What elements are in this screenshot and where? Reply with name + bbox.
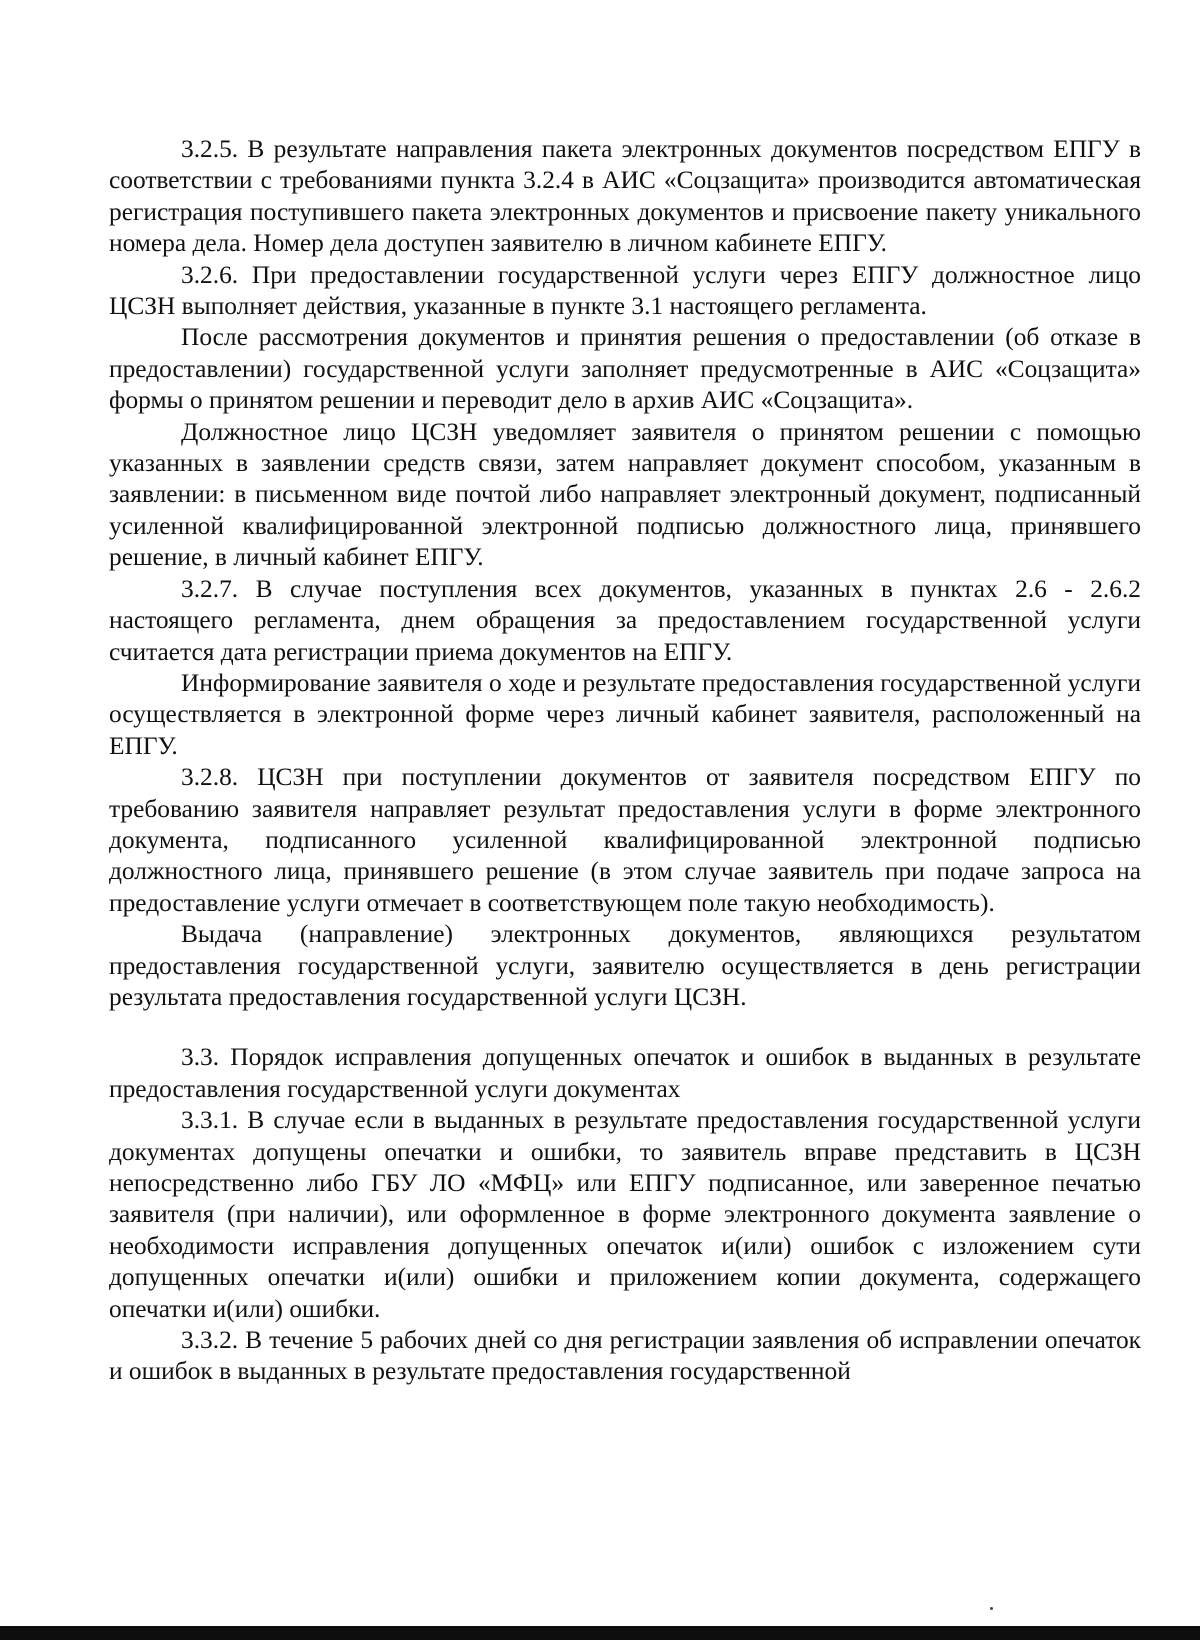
- paragraph-3-3-2: 3.3.2. В течение 5 рабочих дней со дня регистрации заявления об исправлении опечаток и ошибок в выданных в результате предоставления государственной: [109, 1326, 1141, 1386]
- paragraph-3-2-8: 3.2.8. ЦСЗН при поступлении документов от заявителя посредством ЕПГУ по требованию заявителя направляет результат предоставления услуги в форме электронного документа, подписанного усиленной квалифицированной электронной подписью должностного лица, принявшего решение (в этом случае заявитель при подаче запроса на предоставление услуги отмечает в соответствующем поле такую необходимость).: [109, 763, 1141, 917]
- paragraph-informing: Информирование заявителя о ходе и результате предоставления государственной услуги осуществляется в электронной форме через личный кабинет заявителя, расположенный на ЕПГУ.: [109, 668, 1141, 760]
- paragraph-notify-applicant: Должностное лицо ЦСЗН уведомляет заявителя о принятом решении с помощью указанных в заявлении средств связи, затем направляет документ способом, указанным в заявлении: в письменном виде почтой либо направляет электронный документ, подписанный усиленной квалифицированной электронной подписью должностного лица, принявшего решение, в личный кабинет ЕПГУ.: [109, 417, 1141, 572]
- paragraph-review-decision: После рассмотрения документов и принятия решения о предоставлении (об отказе в предоставлении) государственной услуги заполняет предусмотренные в АИС «Соцзащита» формы о принятом решении и переводит дело в архив АИС «Соцзащита».: [109, 323, 1141, 415]
- paragraph-3-2-6: 3.2.6. При предоставлении государственной услуги через ЕПГУ должностное лицо ЦСЗН выполняет действия, указанные в пункте 3.1 настоящего регламента.: [109, 260, 1141, 321]
- scan-bottom-edge: [0, 1626, 1200, 1640]
- scan-speck: [990, 1607, 993, 1610]
- paragraph-3-3-1: 3.3.1. В случае если в выданных в результате предоставления государственной услуги документах допущены опечатки и ошибки, то заявитель вправе представить в ЦСЗН непосредственно либо ГБУ ЛО «МФЦ» или ЕПГУ подписанное, или заверенное печатью заявителя (при наличии), или оформленное в форме электронного документа заявление о необходимости исправления допущенных опечаток и(или) ошибок с изложением сути допущенных опечатки и(или) ошибки и приложением копии документа, содержащего опечатки и(или) ошибки.: [109, 1106, 1141, 1323]
- paragraph-3-2-7: 3.2.7. В случае поступления всех документов, указанных в пунктах 2.6 - 2.6.2 настоящего регламента, днем обращения за предоставлением государственной услуги считается дата регистрации приема документов на ЕПГУ.: [109, 574, 1141, 666]
- document-body: [109, 134, 1141, 1388]
- section-heading-3-3: 3.3. Порядок исправления допущенных опечаток и ошибок в выданных в результате предоставления государственной услуги документах: [109, 1043, 1141, 1103]
- paragraph-3-2-5: 3.2.5. В результате направления пакета электронных документов посредством ЕПГУ в соответствии с требованиями пункта 3.2.4 в АИС «Соцзащита» производится автоматическая регистрация поступившего пакета электронных документов и присвоение пакету уникального номера дела. Номер дела доступен заявителю в личном кабинете ЕПГУ.: [109, 135, 1141, 258]
- section-gap: [109, 1013, 1141, 1042]
- paragraph-issuance: Выдача (направление) электронных документов, являющихся результатом предоставления государственной услуги, заявителю осуществляется в день регистрации результата предоставления государственной услуги ЦСЗН.: [109, 920, 1141, 1011]
